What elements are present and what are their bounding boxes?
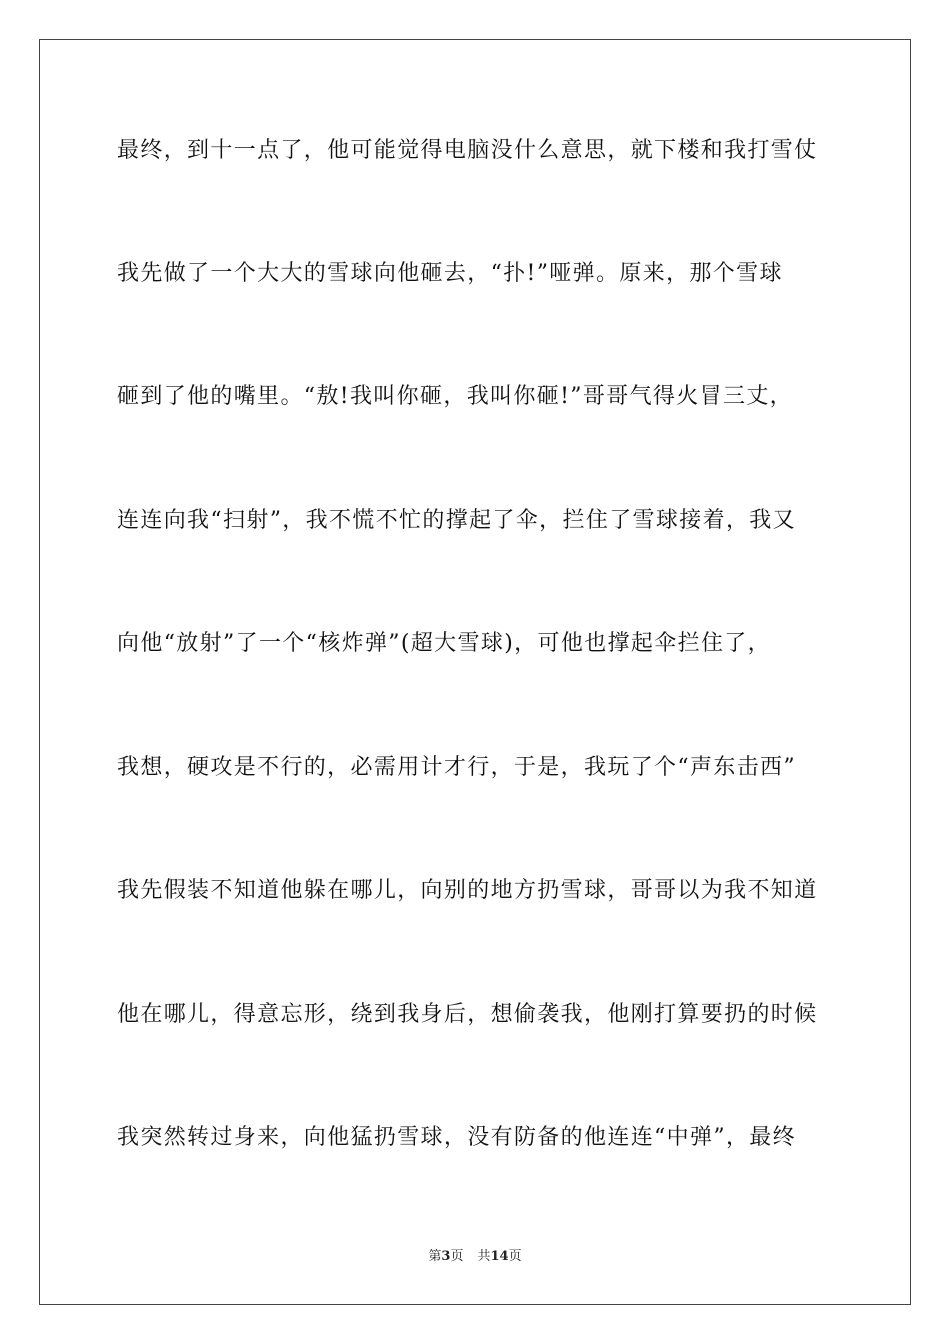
text-line: 连连向我“扫射”，我不慌不忙的撑起了伞，拦住了雪球接着，我又	[117, 508, 796, 533]
page-total: 14	[490, 1249, 509, 1264]
total-suffix: 页	[508, 1249, 522, 1264]
text-line: 我先假装不知道他躲在哪儿，向别的地方扔雪球，哥哥以为我不知道	[117, 878, 818, 903]
text-line: 最终，到十一点了，他可能觉得电脑没什么意思，就下楼和我打雪仗	[117, 138, 818, 163]
page-number: 3	[441, 1249, 451, 1264]
text-line: 砸到了他的嘴里。“敖!我叫你砸，我叫你砸!”哥哥气得火冒三丈，	[117, 384, 794, 409]
page-suffix: 页	[450, 1249, 464, 1264]
text-line: 我先做了一个大大的雪球向他砸去，“扑!”哑弹。原来，那个雪球	[117, 261, 783, 286]
page-footer	[0, 1249, 950, 1265]
page-frame	[39, 39, 911, 1305]
text-line: 他在哪儿，得意忘形，绕到我身后，想偷袭我，他刚打算要扔的时候	[117, 1002, 818, 1027]
page-prefix: 第	[428, 1249, 442, 1264]
text-line: 我突然转过身来，向他猛扔雪球，没有防备的他连连“中弹”，最终	[117, 1125, 796, 1150]
text-line: 我想，硬攻是不行的，必需用计才行，于是，我玩了个“声东击西”	[117, 755, 796, 780]
text-line: 向他“放射”了一个“核炸弹”(超大雪球)，可他也撑起伞拦住了，	[117, 631, 772, 656]
total-prefix: 共	[477, 1249, 491, 1264]
